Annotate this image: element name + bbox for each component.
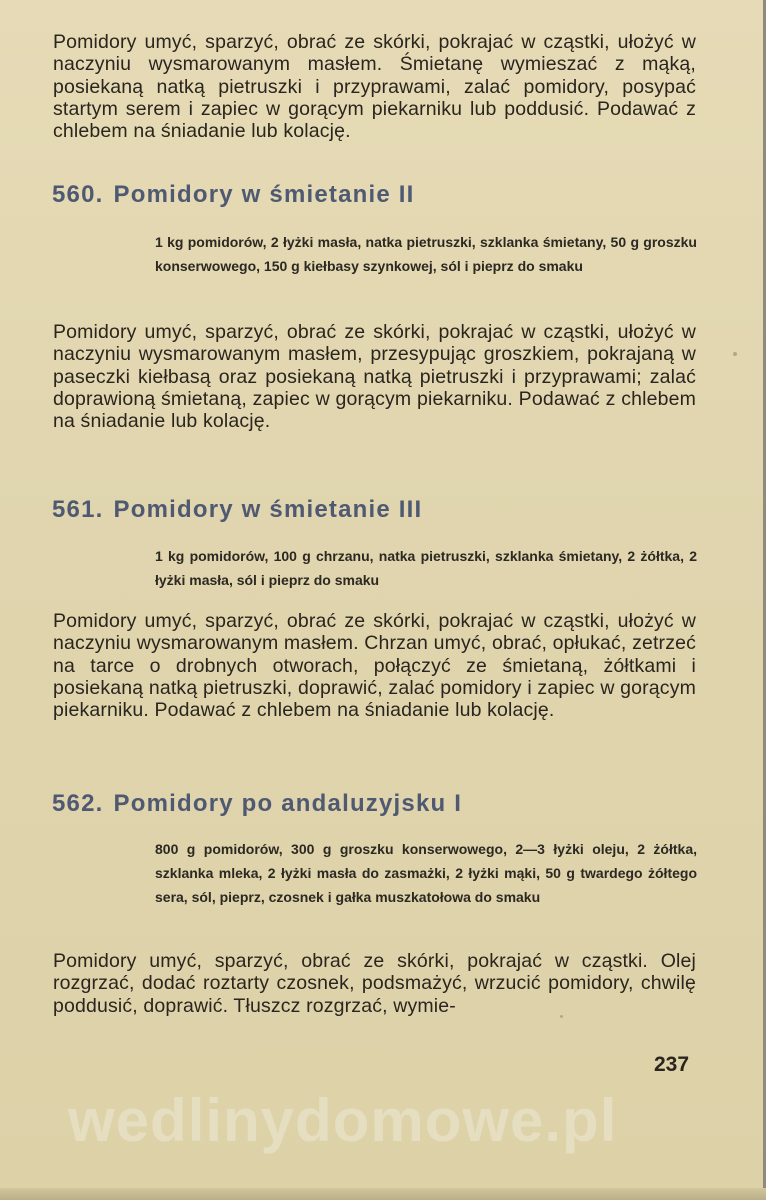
recipe-560-title: Pomidory w śmietanie II (113, 181, 415, 208)
recipe-560-instructions: Pomidory umyć, sparzyć, obrać ze skórki, pokrajać w cząstki, ułożyć w naczyniu wysmarowanym masłem, przesypując groszkiem, pokrajaną w paseczki kiełbasą oraz posiekaną natką pietruszki i przyprawami; zalać doprawioną śmietaną, zapiec w gorącym piekarniku. Podawać z chlebem na śniadanie lub kolację. (53, 321, 696, 433)
recipe-561-instructions: Pomidory umyć, sparzyć, obrać ze skórki, pokrajać w cząstki, ułożyć w naczyniu wysmarowanym masłem. Chrzan umyć, obrać, opłukać, zetrzeć na tarce o drobnych otworach, połączyć ze śmietaną, żółtkami i posiekaną natką pietruszki, doprawić, zalać pomidory i zapiec w gorącym piekarniku. Podawać z chlebem na śniadanie lub kolację. (53, 610, 696, 722)
watermark-text: wedlinydomowe.pl (68, 1087, 618, 1154)
page-number: 237 (654, 1053, 690, 1076)
paper-speck (560, 1015, 563, 1018)
page-bottom-edge (0, 1188, 766, 1200)
recipe-562-heading (52, 790, 462, 818)
recipe-560-number: 560. (52, 181, 104, 208)
recipe-561-ingredients: 1 kg pomidorów, 100 g chrzanu, natka pietruszki, szklanka śmietany, 2 żółtka, 2 łyżki masła, sól i pieprz do smaku (155, 548, 697, 588)
recipe-560-heading (52, 181, 415, 209)
recipe-562-ingredients: 800 g pomidorów, 300 g groszku konserwowego, 2—3 łyżki oleju, 2 żółtka, szklanka mleka, 2 łyżki masła do zasmażki, 2 łyżki mąki, 50 g twardego żółtego sera, sól, pieprz, czosnek i gałka muszkatołowa do smaku (155, 841, 697, 905)
intro-paragraph: Pomidory umyć, sparzyć, obrać ze skórki, pokrajać w cząstki, ułożyć w naczyniu wysmarowanym masłem. Śmietanę wymieszać z mąką, posiekaną natką pietruszki i przyprawami, zalać pomidory, posypać startym serem i zapiec w gorącym piekarniku lub poddusić. Podawać z chlebem na śniadanie lub kolację. (53, 31, 696, 143)
recipe-562-instructions: Pomidory umyć, sparzyć, obrać ze skórki, pokrajać w cząstki. Olej rozgrzać, dodać roztarty czosnek, podsmażyć, wrzucić pomidory, chwilę poddusić, doprawić. Tłuszcz rozgrzać, wymie- (53, 950, 696, 1017)
recipe-561-title: Pomidory w śmietanie III (113, 496, 423, 523)
recipe-561-heading (52, 496, 422, 524)
recipe-562-number: 562. (52, 790, 104, 817)
recipe-562-title: Pomidory po andaluzyjsku I (113, 790, 463, 817)
paper-speck (733, 352, 737, 356)
recipe-560-ingredients: 1 kg pomidorów, 2 łyżki masła, natka pietruszki, szklanka śmietany, 50 g groszku konserwowego, 150 g kiełbasy szynkowej, sól i pieprz do smaku (155, 234, 697, 274)
recipe-561-number: 561. (52, 496, 104, 523)
